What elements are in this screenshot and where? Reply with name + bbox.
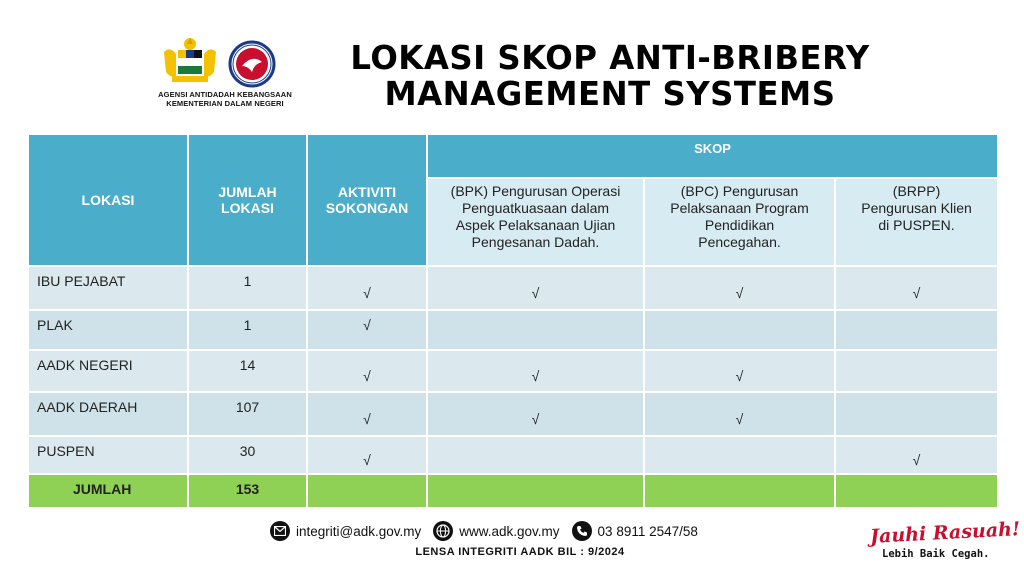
cell-brpp: √ <box>835 266 998 310</box>
header-bpk <box>427 178 644 266</box>
header-aktiviti-sokongan <box>307 134 427 266</box>
globe-icon <box>433 521 453 541</box>
header-brpp <box>835 178 998 266</box>
cell-bpc <box>644 310 835 350</box>
cell-bpk: √ <box>427 266 644 310</box>
brpp-line: di PUSPEN. <box>878 217 955 233</box>
cell-brpp <box>835 310 998 350</box>
cell-jumlah: 1 <box>188 310 307 350</box>
cell-bpk: √ <box>427 350 644 392</box>
cell-aktiviti: √ <box>307 266 427 310</box>
cell-brpp <box>835 350 998 392</box>
bpk-line: Penguatkuasaan dalam <box>461 200 610 216</box>
bpk-line: Pengesanan Dadah. <box>471 234 600 250</box>
table-row <box>28 350 998 392</box>
table-row <box>28 436 998 474</box>
title-line-2: MANAGEMENT SYSTEMS <box>384 74 836 113</box>
bpc-line: (BPC) Pengurusan <box>680 183 799 199</box>
cell-jumlah: 107 <box>188 392 307 436</box>
cell-brpp: √ <box>835 436 998 474</box>
bpk-line: Aspek Pelaksanaan Ujian <box>455 217 616 233</box>
ministry-name: KEMENTERIAN DALAM NEGERI <box>166 99 284 108</box>
table-row <box>28 310 998 350</box>
brpp-line: Pengurusan Klien <box>861 200 972 216</box>
cell-aktiviti: √ <box>307 350 427 392</box>
aadk-emblem-icon <box>228 40 276 88</box>
cell-jumlah: 14 <box>188 350 307 392</box>
email-text: integriti@adk.gov.my <box>296 523 422 539</box>
header-bpc <box>644 178 835 266</box>
header-skop: SKOP <box>427 134 998 178</box>
contact-email[interactable] <box>270 521 421 541</box>
cell-lokasi: AADK DAERAH <box>28 392 188 436</box>
bpc-line: Pelaksanaan Program <box>670 200 809 216</box>
agency-name: AGENSI ANTIDADAH KEBANGSAAN <box>158 90 292 99</box>
header-aktiviti-line1: AKTIVITI <box>337 184 397 200</box>
contact-phone[interactable] <box>572 521 698 541</box>
total-value: 153 <box>188 474 307 508</box>
phone-icon <box>572 521 592 541</box>
cell-aktiviti: √ <box>307 436 427 474</box>
cell-bpc: √ <box>644 266 835 310</box>
table-row <box>28 266 998 310</box>
tagline: Lebih Baik Cegah. <box>882 548 990 560</box>
header-lokasi: LOKASI <box>28 134 188 266</box>
total-empty <box>835 474 998 508</box>
header-aktiviti-line2: SOKONGAN <box>325 200 409 216</box>
contact-bar <box>270 520 710 542</box>
total-empty <box>644 474 835 508</box>
title-line-1: LOKASI SKOP ANTI-BRIBERY <box>350 38 870 77</box>
cell-brpp <box>835 392 998 436</box>
cell-lokasi: PUSPEN <box>28 436 188 474</box>
page-title <box>326 40 894 112</box>
cell-bpk: √ <box>427 392 644 436</box>
bpc-line: Pendidikan <box>704 217 775 233</box>
issue-number: LENSA INTEGRITI AADK BIL : 9/2024 <box>415 546 625 558</box>
cell-lokasi: IBU PEJABAT <box>28 266 188 310</box>
website-text: www.adk.gov.my <box>459 523 560 539</box>
table-row <box>28 392 998 436</box>
cell-bpc: √ <box>644 350 835 392</box>
cell-bpc <box>644 436 835 474</box>
header-jumlah-lokasi <box>188 134 307 266</box>
bpc-line: Pencegahan. <box>698 234 781 250</box>
cell-bpc: √ <box>644 392 835 436</box>
phone-text: 03 8911 2547/58 <box>597 523 698 539</box>
cell-bpk <box>427 436 644 474</box>
malaysia-crest-icon <box>160 36 220 86</box>
slogan: Jauhi Rasuah! <box>869 518 1021 548</box>
header-jumlah-line1: JUMLAH <box>218 184 277 200</box>
cell-aktiviti: √ <box>307 392 427 436</box>
cell-bpk <box>427 310 644 350</box>
email-icon <box>270 521 290 541</box>
total-empty <box>427 474 644 508</box>
total-empty <box>307 474 427 508</box>
abms-scope-table <box>27 133 999 509</box>
cell-lokasi: AADK NEGERI <box>28 350 188 392</box>
bpk-line: (BPK) Pengurusan Operasi <box>450 183 621 199</box>
cell-lokasi: PLAK <box>28 310 188 350</box>
cell-jumlah: 30 <box>188 436 307 474</box>
total-label: JUMLAH <box>28 474 188 508</box>
contact-website[interactable] <box>433 521 559 541</box>
cell-jumlah: 1 <box>188 266 307 310</box>
brpp-line: (BRPP) <box>892 183 941 199</box>
agency-logos <box>140 36 310 106</box>
header-jumlah-line2: LOKASI <box>221 200 274 216</box>
cell-aktiviti: √ <box>307 310 427 350</box>
total-row <box>28 474 998 508</box>
